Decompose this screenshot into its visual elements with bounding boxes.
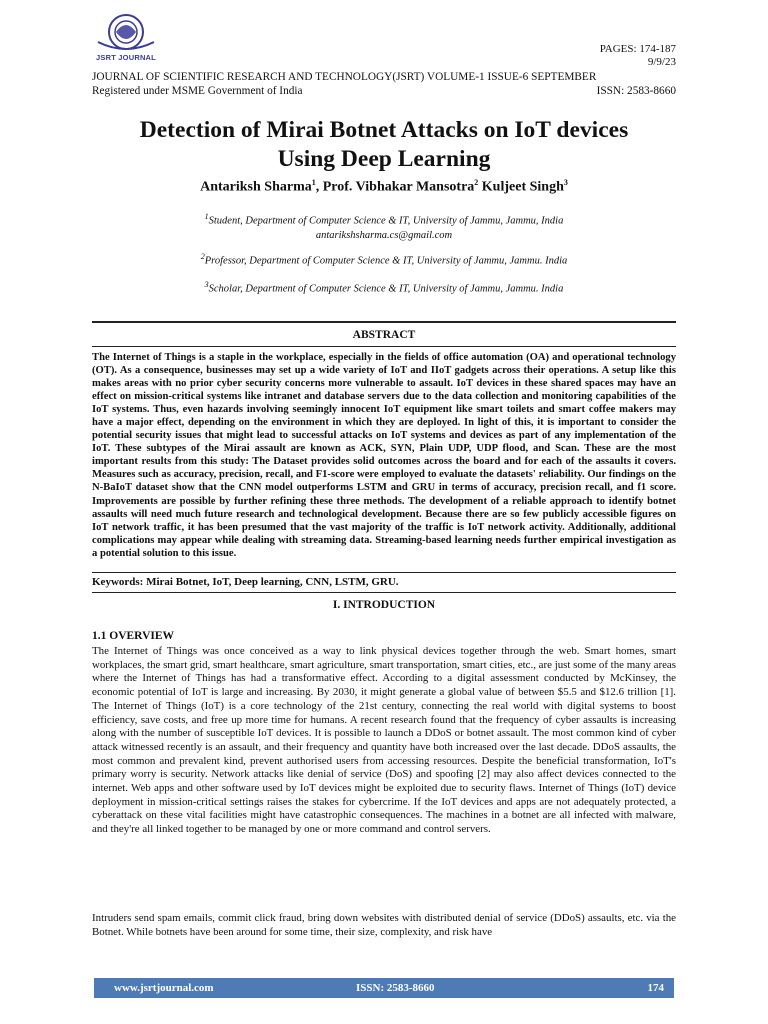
- title-line-2: Using Deep Learning: [277, 146, 491, 172]
- author-1: Antariksh Sharma: [200, 179, 312, 195]
- jsrt-emblem-icon: [92, 12, 160, 54]
- page-range: PAGES: 174-187: [599, 43, 676, 55]
- intro-paragraph-1: The Internet of Things was once conceived as a way to link physical devices together through the web. Smart homes, smart workplaces, the smart grid, smart healthcare, smart agriculture, smart transportation, smart cities, etc., are just some of the many areas where the Internet of Things has had a transformative effect. According to a digital assessment conducted by McKinsey, the economic potential of IoT is large and increasing. By 2030, it might generate a global value of between $5.5 and $12.6 trillion [1]. The Internet of Things (IoT) is a core technology of the 21st century, connecting the real world with digital systems to boost efficiency, save costs, and free up more time for humans. A recent research found that the frequency of cyber assaults is increasing along with the number of susceptible IoT devices. It is possible to launch a DDoS or botnet assault. The most common kind of cyber attack witnessed recently is an assault, and their frequency and quantity have both increased over the last decade. DDoS assaults, the most common and prevalent kind, prevent authorised users from accessing resources. Despite the beneficial transformation, IoT's primary worry is security. Network attacks like denial of service (DoS) and spoofing [2] may also affect devices connected to the internet. Web apps and other software used by IoT devices might be exploited due to security flaws. Internet of Things (IoT) device deployment in mission-critical settings raises the stakes for cybercrime. If the IoT devices and apps are not adequately protected, a cyberattack on these vital facilities might have catastrophic consequences. The machines in a botnet are all infected with malware, and they're all linked together to be managed by one or more command and control servers.: [92, 645, 676, 836]
- page-footer: [94, 978, 674, 998]
- affiliation-1: [92, 210, 676, 243]
- header-issn: ISSN: 2583-8660: [596, 85, 676, 97]
- affiliation-1-text: Student, Department of Computer Science & IT, University of Jammu, Jammu, India: [208, 215, 564, 227]
- affiliation-1-sup: 1: [204, 212, 209, 221]
- logo-text: JSRT JOURNAL: [96, 53, 156, 62]
- author-separator-1: ,: [315, 179, 323, 195]
- title-line-1: Detection of Mirai Botnet Attacks on IoT devices: [139, 117, 629, 143]
- journal-header: [92, 70, 676, 98]
- author-2: Prof. Vibhakar Mansotra: [322, 179, 475, 195]
- footer-url[interactable]: www.jsrtjournal.com: [114, 982, 214, 994]
- page-info: [600, 43, 676, 69]
- abstract-body: The Internet of Things is a staple in the workplace, especially in the fields of office automation (OA) and operational technology (OT). As a consequence, businesses may set up a wide variety of IoT and IIoT gadgets across their operations. A setup like this makes areas with no prior cyber security concerns more vulnerable to assault. IoT devices in these shared spaces may have an effect on mission-critical systems like intranet and database servers due to the data collection and monitoring capabilities of the IoT systems. Thus, even hazards involving seemingly innocent IoT equipment like smart toilets and smart coffee makers may have a major effect, depending on the environment in which they are deployed. In light of this, it is important to consider the potential security issues that might lead to successful attacks on IoT systems and devices as part of any implementation of the IoT. These subtypes of the Mirai assault are known as ACK, SYN, Plain UDP, UDP flood, and Scan. These are the most important results from this study: The Dataset provides solid outcomes across the board and for each of the assaults it covers. Measures such as accuracy, precision, recall, and F1-score were employed to evaluate the datasets' reliability. Our findings on the N-BaIoT dataset show that the CNN model outperforms LSTM and GRU in terms of accuracy, precision recall, and f1 score. Improvements are possible by further refining these three methods. The development of a reliable approach to identify botnet assaults will need much future research and technological development. Because there are so few publicly accessible figures on IoT network traffic, it has been presumed that the vast majority of the traffic is IoT network activity. Additionally, additional complications may appear while dealing with streaming data. Streaming-based learning needs further empirical investigation as a potential solution to this issue.: [92, 352, 676, 559]
- journal-logo: [92, 12, 160, 66]
- section-heading-introduction: I. INTRODUCTION: [332, 599, 436, 611]
- author-email: antarikshsharma.cs@gmail.com: [315, 229, 453, 241]
- abstract-top-rule: [92, 321, 676, 323]
- abstract-bottom-rule: [92, 572, 676, 573]
- registration-note: Registered under MSME Government of India: [92, 85, 303, 97]
- paper-title: [92, 116, 676, 174]
- intro-paragraph-2: Intruders send spam emails, commit click fraud, bring down websites with distributed denial of service (DDoS) assaults, etc. via the Botnet. While botnets have been around for some time, their size, complexity, and risk have: [92, 912, 676, 938]
- affiliation-3-text: Scholar, Department of Computer Science & IT, University of Jammu, Jammu. India: [208, 283, 564, 295]
- author-list: [92, 178, 676, 196]
- author-1-sup: 1: [311, 178, 316, 187]
- footer-page-number: 174: [647, 982, 664, 994]
- affiliation-3-sup: 3: [204, 280, 209, 289]
- footer-issn: ISSN: 2583-8660: [356, 982, 435, 994]
- author-2-sup: 2: [474, 178, 479, 187]
- subsection-heading-overview: 1.1 OVERVIEW: [92, 630, 175, 642]
- keywords-rule: [92, 592, 676, 593]
- affiliation-3: [92, 278, 676, 297]
- author-3-sup: 3: [563, 178, 568, 187]
- abstract-heading-rule: [92, 346, 676, 347]
- abstract-heading: ABSTRACT: [352, 329, 416, 341]
- affiliation-2-text: Professor, Department of Computer Science & IT, University of Jammu, Jammu. India: [204, 255, 568, 267]
- journal-name: JOURNAL OF SCIENTIFIC RESEARCH AND TECHNOLOGY(JSRT) VOLUME-1 ISSUE-6 SEPTEMBER: [92, 71, 597, 83]
- author-3: Kuljeet Singh: [481, 179, 564, 195]
- publication-date: 9/9/23: [647, 56, 676, 68]
- affiliation-2-sup: 2: [200, 252, 205, 261]
- keywords: Keywords: Mirai Botnet, IoT, Deep learning, CNN, LSTM, GRU.: [92, 576, 399, 588]
- affiliation-2: [92, 250, 676, 269]
